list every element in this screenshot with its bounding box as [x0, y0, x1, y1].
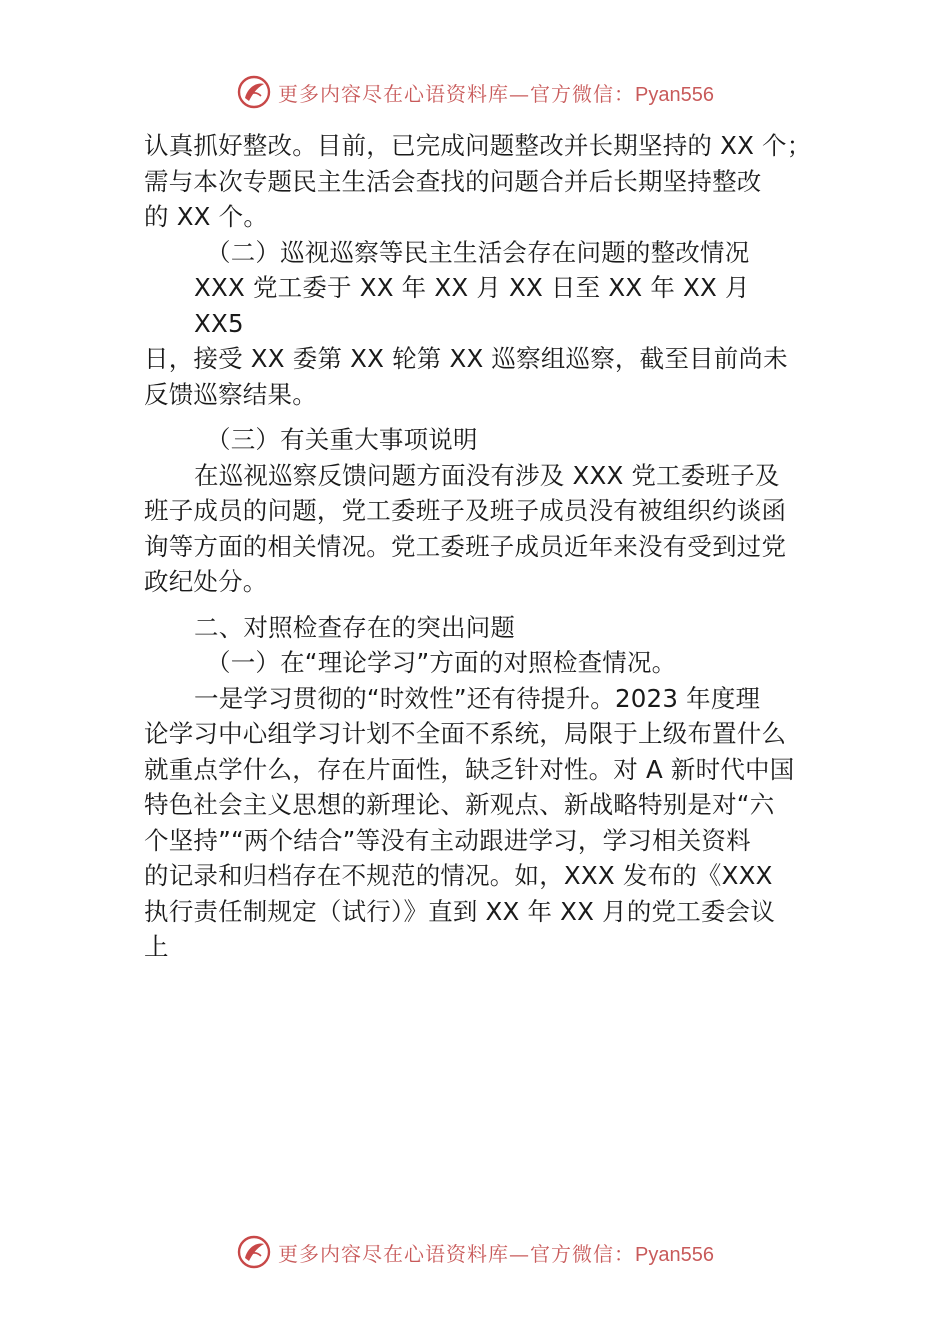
footer-watermark [0, 1232, 950, 1272]
body-line: 就重点学什么，存在片面性，缺乏针对性。对 A 新时代中国 [144, 754, 795, 784]
body-line: 上 [144, 932, 169, 961]
body-line: XX5 [194, 308, 244, 338]
body-line: 认真抓好整改。目前，已完成问题整改并长期坚持的 XX 个； [144, 131, 812, 160]
header-watermark [0, 72, 950, 112]
section-heading: （三）有关重大事项说明 [206, 425, 478, 454]
body-line: 特色社会主义思想的新理论、新观点、新战略特别是对“六 [144, 790, 775, 819]
body-line: 政纪处分。 [144, 567, 268, 596]
body-line: 班子成员的问题，党工委班子及班子成员没有被组织约谈函 [144, 496, 787, 525]
section-heading: （一）在“理论学习”方面的对照检查情况。 [206, 648, 677, 677]
body-line: 的记录和归档存在不规范的情况。如，XXX 发布的《XXX [144, 861, 773, 890]
document-body [144, 128, 812, 965]
body-line: 个坚持”“两个结合”等没有主动跟进学习，学习相关资料 [144, 825, 751, 855]
body-line: 日，接受 XX 委第 XX 轮第 XX 巡察组巡察，截至目前尚未 [144, 344, 788, 373]
body-line: 执行责任制规定（试行）》直到 XX 年 XX 月的党工委会议 [144, 896, 776, 926]
banner-text: 更多内容尽在心语资料库—官方微信： [278, 1241, 636, 1266]
banner-wechat-id: Pyan556 [635, 1243, 714, 1266]
section-heading: （二）巡视巡察等民主生活会存在问题的整改情况 [206, 237, 750, 267]
body-line: 的 XX 个。 [144, 202, 269, 231]
logo-icon [236, 74, 272, 110]
body-line: 需与本次专题民主生活会查找的问题合并后长期坚持整改 [144, 166, 762, 196]
body-line: 在巡视巡察反馈问题方面没有涉及 XXX 党工委班子及 [194, 460, 780, 490]
body-line: XXX 党工委于 XX 年 XX 月 XX 日至 XX 年 XX 月 [194, 273, 750, 302]
body-line: 反馈巡察结果。 [144, 379, 317, 409]
body-line: 论学习中心组学习计划不全面不系统，局限于上级布置什么 [144, 719, 787, 748]
banner-wechat-id: Pyan556 [635, 83, 714, 106]
body-line: 一是学习贯彻的“时效性”还有待提升。2023 年度理 [194, 683, 761, 713]
banner-text: 更多内容尽在心语资料库—官方微信： [278, 81, 636, 106]
logo-icon [236, 1234, 272, 1270]
body-line: 询等方面的相关情况。党工委班子成员近年来没有受到过党 [144, 531, 787, 561]
section-heading: 二、对照检查存在的突出问题 [194, 612, 516, 642]
